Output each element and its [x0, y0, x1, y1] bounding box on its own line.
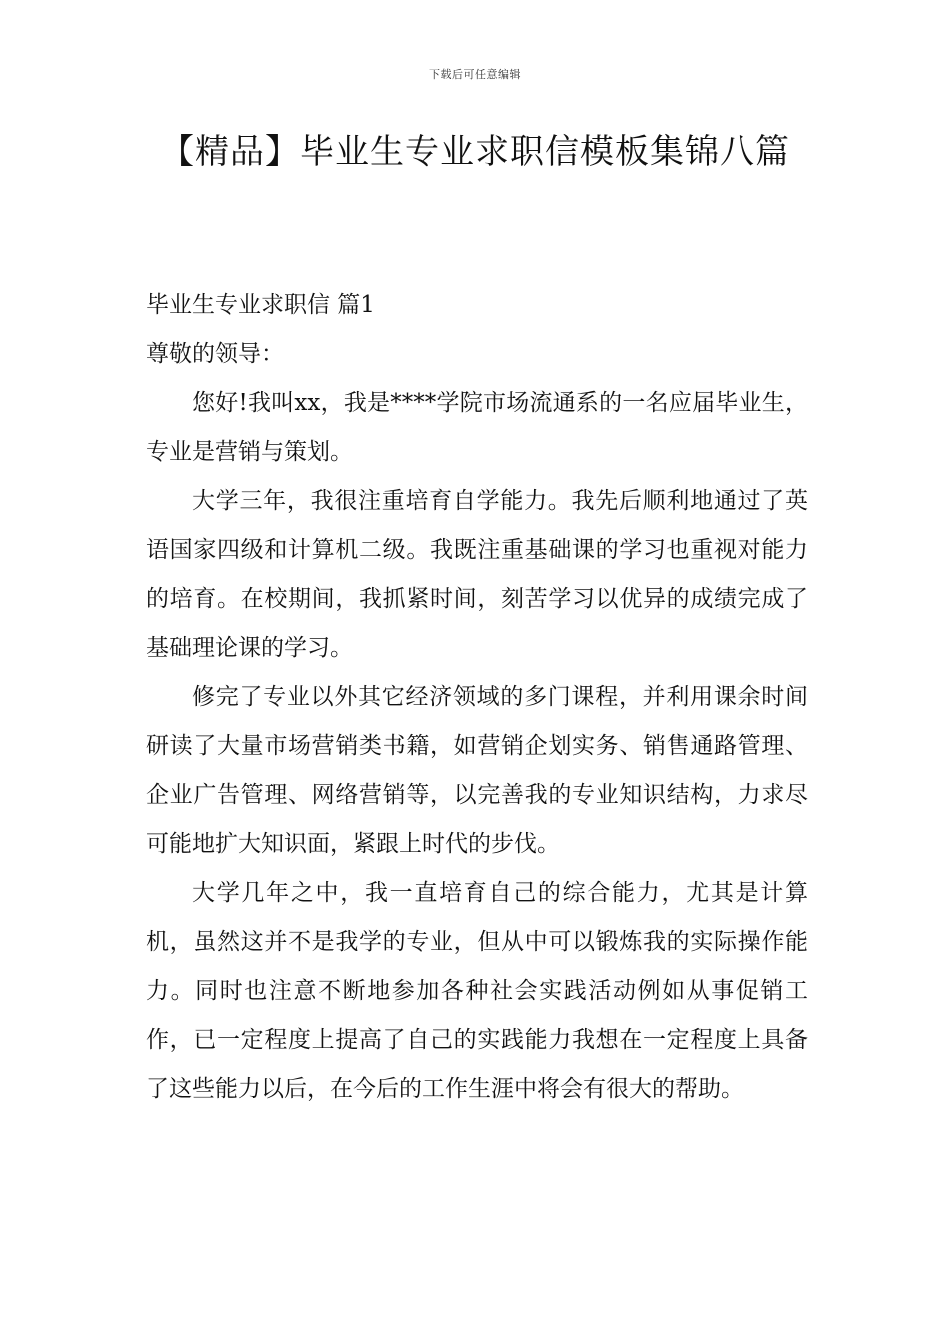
- paragraph-2: 大学三年，我很注重培育自学能力。我先后顺利地通过了英语国家四级和计算机二级。我既注重基础课的学习也重视对能力的培育。在校期间，我抓紧时间，刻苦学习以优异的成绩完成了基础理论课的学习。: [146, 488, 808, 661]
- document-title: 【精品】毕业生专业求职信模板集锦八篇: [160, 132, 790, 172]
- paragraph-4: 大学几年之中，我一直培育自己的综合能力，尤其是计算机，虽然这并不是我学的专业，但从中可以锻炼我的实际操作能力。同时也注意不断地参加各种社会实践活动例如从事促销工作，已一定程度上提高了自己的实践能力我想在一定程度上具备了这些能力以后，在今后的工作生涯中将会有很大的帮助。: [146, 880, 808, 1102]
- header-note: 下载后可任意编辑: [429, 68, 521, 81]
- letter-greeting: 尊敬的领导：: [146, 341, 284, 367]
- document-body: [146, 281, 808, 1114]
- paragraph-3: 修完了专业以外其它经济领域的多门课程，并利用课余时间研读了大量市场营销类书籍，如营销企划实务、销售通路管理、企业广告管理、网络营销等，以完善我的专业知识结构，力求尽可能地扩大知识面，紧跟上时代的步伐。: [146, 684, 808, 857]
- paragraph-1: 您好!我叫xx，我是****学院市场流通系的一名应届毕业生，专业是营销与策划。: [146, 390, 808, 465]
- section-heading: 毕业生专业求职信 篇1: [146, 292, 375, 318]
